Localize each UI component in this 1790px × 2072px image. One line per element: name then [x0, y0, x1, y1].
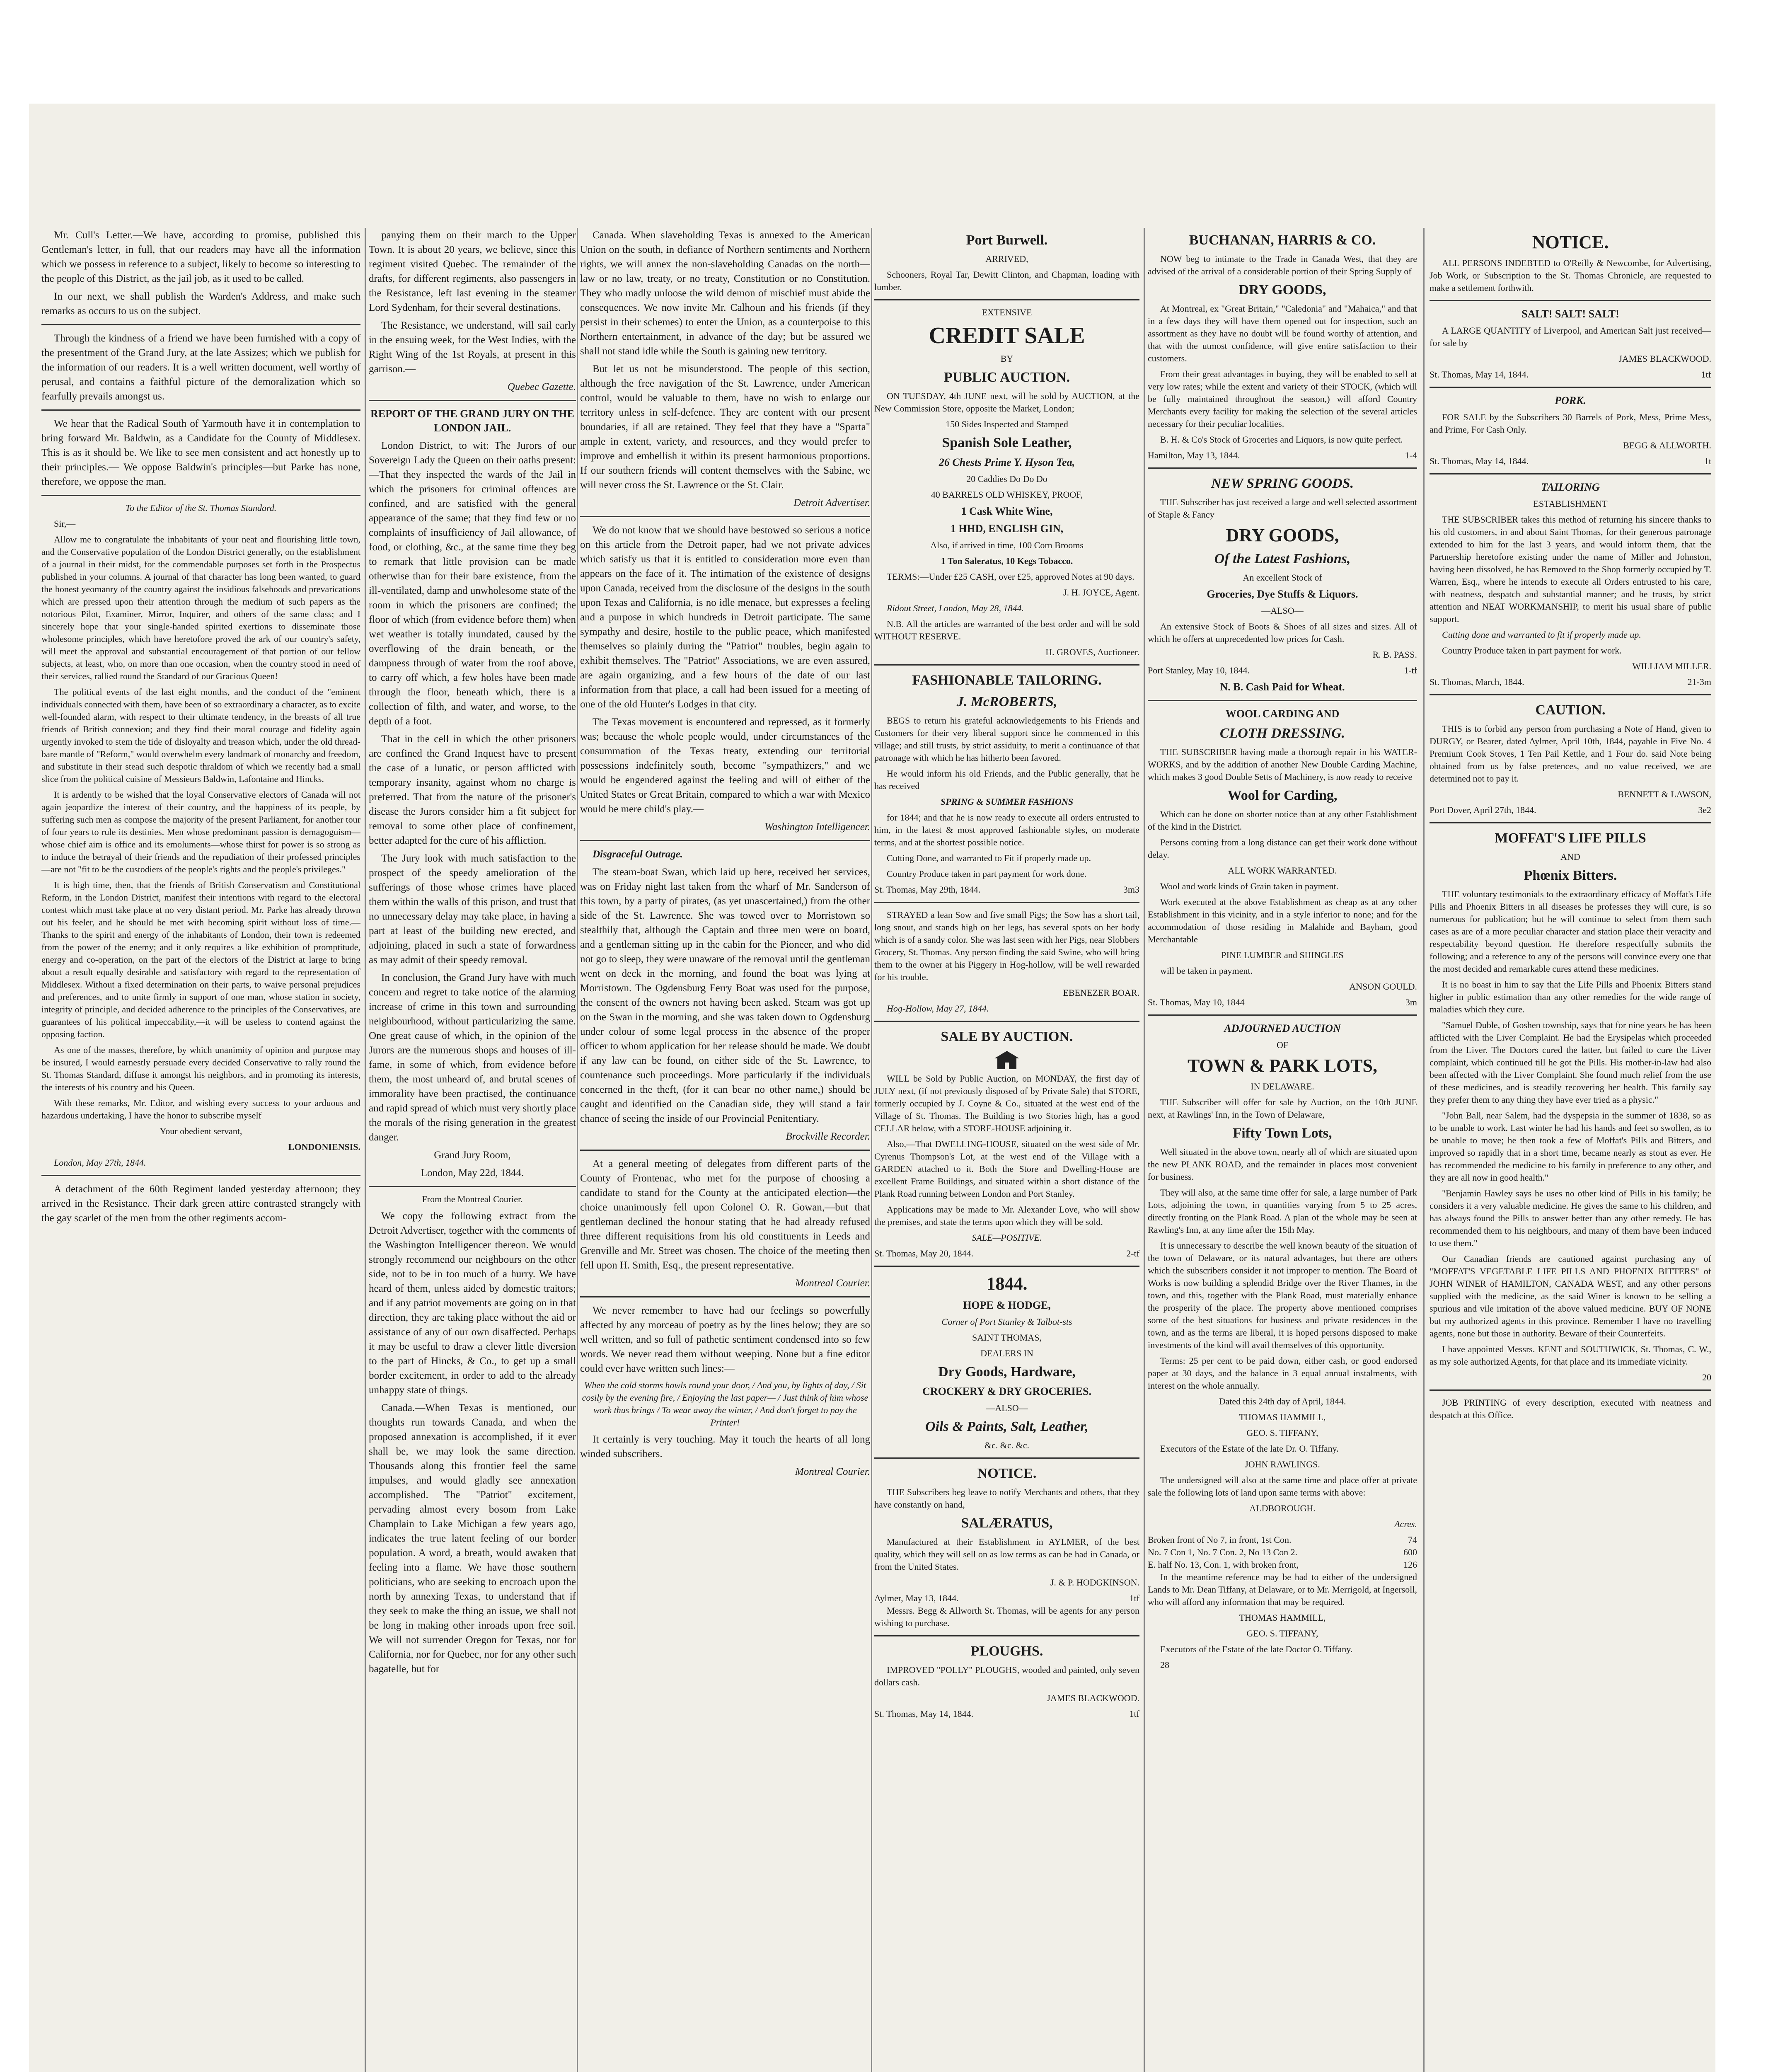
divider: [369, 1186, 576, 1187]
notice-paragraph: THE Subscribers beg leave to notify Merchants and others, that they have constantly on hand,: [874, 1487, 1139, 1510]
ad-code: 20: [1702, 1372, 1711, 1382]
sale-heading: SALE BY AUCTION.: [941, 1029, 1073, 1044]
divider: [1430, 1389, 1711, 1391]
letter-paragraph: It is high time, then, that the friends of British Conservatism and Constitutional Reform, in the London District, manifest their intentions with regard to the electoral contest which must take place at no very distant period. Mr. Parke has already thrown out his feeler, and he should be met with becoming spirit without loss of time.— Thanks to the spirit and energy of the inhabitants of London, their town is redeemed from the power of the enemy; and it only requires a like exhibition of promptitude, energy and co-operation, on the part of the electors of the District at large to bring about a result equally desirable and satisfactory with regard to the representation of Middlesex. Without a fixed determination on their parts, to waive personal prejudices and preferences, and to unite firmly in support of one man, whose station in society, integrity of principle, and decided adherence to the principles of the Conservatives, are guarantees of his political impeccability,—it will be useless to contend against the opposing faction.: [41, 880, 360, 1039]
date-text: St. Thomas, March, 1844.: [1430, 677, 1524, 687]
ploughs-footer: [874, 1708, 1139, 1720]
of-label: OF: [1276, 1040, 1289, 1050]
wool-carding: Wool for Carding,: [1227, 788, 1338, 803]
sale-paragraph: Applications may be made to Mr. Alexander Love, who will show the premises, and state the terms upon which they will be sold.: [874, 1204, 1139, 1227]
divider: [580, 840, 870, 841]
lot-acres: 126: [1403, 1559, 1417, 1570]
column-rule: [577, 228, 578, 2072]
new-spring-heading: NEW SPRING GOODS.: [1211, 476, 1354, 491]
buchanan-heading: BUCHANAN, HARRIS & CO.: [1189, 232, 1376, 248]
divider: [1148, 1014, 1417, 1016]
establishment-label: ESTABLISHMENT: [1533, 499, 1608, 509]
tailoring-paragraph: THE SUBSCRIBER takes this method of returning his sincere thanks to his old customers, in and about Saint Thomas, for their generous patronage extended to him for the last 3 years, and would inform them, that the Partnership heretofore existing under the name of Miller and Johnston, having been dissolved, he has Removed to the Shop formerly occupied by T. Warren, Esq., where he intends to execute all Orders entrusted to his care, with neatness, despatch and substantial manner; and he trusts, by strict attention and NEAT WORKMANSHIP, to merit his usual share of public support.: [1430, 514, 1711, 624]
latest-fashions: Of the Latest Fashions,: [1214, 551, 1351, 566]
divider: [1148, 700, 1417, 701]
rawlings-name: JOHN RAWLINGS.: [1245, 1459, 1320, 1469]
wool-signature: ANSON GOULD.: [1349, 981, 1417, 992]
auctioneer: H. GROVES, Auctioneer.: [1045, 647, 1139, 657]
notice-paragraph: Messrs. Begg & Allworth St. Thomas, will be agents for any person wishing to purchase.: [874, 1605, 1139, 1628]
auction-paragraph: ON TUESDAY, 4th JUNE next, will be sold by AUCTION, at the New Commission Store, opposite the Market, London;: [874, 391, 1139, 414]
column-ads-3: [1430, 228, 1711, 1425]
credit-sale-heading: CREDIT SALE: [929, 323, 1085, 349]
divider: [580, 1296, 870, 1297]
sale-paragraph: WILL be Sold by Public Auction, on MONDAY, the first day of JULY next, (if not previously disposed of by Private Sale) that STORE, formerly occupied by J. Coyne & Co., situated at the west end of the Village of St. Thomas. The Building is two Stories high, has a good CELLAR below, with a STORE-HOUSE adjoining it.: [874, 1073, 1139, 1133]
divider: [874, 1457, 1139, 1459]
tailor-name: J. McROBERTS,: [956, 694, 1057, 709]
hope-dry-goods: Dry Goods, Hardware,: [938, 1364, 1076, 1380]
divider: [874, 1266, 1139, 1267]
lots-paragraph: Well situated in the above town, nearly all of which are situated upon the new PLANK ROAD, and the remainder in places most convenient for business.: [1148, 1147, 1417, 1182]
delaware-label: IN DELAWARE.: [1251, 1081, 1314, 1092]
tailoring-paragraph: Country Produce taken in part payment for work done.: [887, 869, 1087, 879]
news-paragraph: But let us not be misunderstood. The people of this section, although the free navigation of the St. Lawrence, under American control, would be valuable to them, have no wish to enlarge our territory unless in self-defence. They are content with our present boundaries, if all are retained. They feel that they have a "Sparta" ample in extent, variety, and resources, and they would prefer to improve and embellish it within its present harmonious proportions. If our southern friends will content themselves with the Sabine, we will never cross the St. Lawrence or the St. Clair.: [580, 363, 870, 491]
sale-footer: [874, 1247, 1139, 1260]
auction-item: Spanish Sole Leather,: [942, 435, 1072, 450]
letter-paragraph: The political events of the last eight months, and the conduct of the "eminent individuals connected with them, have been of so extraordinary a character, as to excite well-founded alarm, with respect to their ultimate tendency, in the breasts of all true friends of British connexion; and they find their moral courage and fidelity again urgently invoked to stem the tide of disloyalty and treason which, under the old thread-bare mantle of "Reform," would overwhelm every landmark of monarchy and freedom, and substitute in their stead such despotic thraldom of which we recently had a small slice from the political cuisine of Messieurs Baldwin, Lafontaine and Hincks.: [41, 687, 360, 784]
moffat-paragraph: THE voluntary testimonials to the extraordinary efficacy of Moffat's Life Pills and Phoenix Bitters in all diseases he professes they will cure, is so numerous for publication; but he will continue to select from them such cases as are of a more peculiar character and station place their veracity and respectability beyond question. He therefore respectfully submits the following; and a reference to any of the persons will convince every one that the most decided and remarkable cures attend these medicines.: [1430, 889, 1711, 974]
sale-paragraph: Also,—That DWELLING-HOUSE, situated on the west side of Mr. Cyrenus Thompson's Lot, at the west end of the Village with a GARDEN attached to it. Both the Store and Dwelling-House are excellent Frame Buildings, and situated within a short distance of the Plank Road running between London and Port Stanley.: [874, 1139, 1139, 1199]
letter-paragraph: It is ardently to be wished that the loyal Conservative electors of Canada will not again jeopardize the interest of their country, and the happiness of its people, by suffering such men as compose the majority of the present Parliament, for another tour of four years to rule its destinies. Men whose predominant passion is demagoguism—whose chief aim is office and its emoluments—whose thirst for power is so strong as to induce the betrayal of their friends and the repudiation of their professed principles—are not "fit to be the custodiers of the people's rights and the people's privileges.": [41, 789, 360, 874]
column-news-2: [580, 228, 870, 1482]
notice-heading: NOTICE.: [1532, 232, 1609, 252]
editorial-paragraph: In our next, we shall publish the Warden's Address, and make such remarks as occurs to us on the subject.: [41, 291, 360, 317]
report-paragraph: That in the cell in which the other prisoners are confined the Grand Inquest have to present the case of a lunatic, or person afflicted with temporary insanity, against whom no charge is preferred. That from the nature of the prisoner's disease the Jurors consider him a fit subject for removal to some other place of confinement, better adapted for the cure of his affliction.: [369, 733, 576, 846]
news-paragraph: We never remember to have had our feelings so powerfully affected by any morceau of poetry as by the lines below; they are so well written, and so full of pathetic sentiment condensed into so few words. We never read them without weeping. None but a fine editor could ever have written such lines:—: [580, 1305, 870, 1374]
arrivals-text: Schooners, Royal Tar, Dewitt Clinton, and Chapman, loading with lumber.: [874, 269, 1139, 292]
auction-agent: J. H. JOYCE, Agent.: [1063, 587, 1139, 598]
lots-date: Dated this 24th day of April, 1844.: [1219, 1396, 1346, 1406]
divider: [1430, 473, 1711, 474]
date-text: St. Thomas, May 14, 1844.: [874, 1709, 974, 1719]
hope-etc: &c. &c. &c.: [984, 1440, 1030, 1450]
strayed-paragraph: STRAYED a lean Sow and five small Pigs; the Sow has a short tail, long snout, and stands high on her legs, has several spots on her body which is of a sandy color. She was last seen with her Pigs, near Slobbers Grocery, St. Thomas. Any person finding the said Swine, who will bring them to the owner at his Piggery in Hog-hollow, will be well rewarded for his trouble.: [874, 910, 1139, 982]
caution-heading: CAUTION.: [1535, 702, 1606, 718]
auction-item: Also, if arrived in time, 100 Corn Brooms: [930, 540, 1084, 550]
date-text: St. Thomas, May 10, 1844: [1148, 997, 1245, 1007]
date-text: Port Stanley, May 10, 1844.: [1148, 665, 1250, 675]
lot-row: [1148, 1546, 1417, 1559]
date-text: St. Thomas, May 20, 1844.: [874, 1248, 974, 1259]
lot-acres: 600: [1403, 1547, 1417, 1557]
acres-label: Acres.: [1394, 1519, 1417, 1529]
auction-item: 1 Ton Saleratus, 10 Kegs Tobacco.: [941, 556, 1073, 566]
divider: [874, 1021, 1139, 1022]
buchanan-footer: [1148, 449, 1417, 462]
ad-code: 1-tf: [1404, 665, 1417, 675]
hope-oils: Oils & Paints, Salt, Leather,: [925, 1419, 1089, 1434]
buchanan-paragraph: At Montreal, ex "Great Britain," "Caledonia" and "Mahaica," and that in a few days they will have them opened out for inspection, such an assortment as they have no doubt will be found worthy of attention, and that with the utmost confidence, will give entire satisfaction to their customers.: [1148, 303, 1417, 363]
divider: [1430, 387, 1711, 388]
letter-paragraph: With these remarks, Mr. Editor, and wishing every success to your arduous and hazardous undertaking, I have the honor to subscribe myself: [41, 1098, 360, 1121]
lot-row: [1148, 1559, 1417, 1571]
spring-fashions: SPRING & SUMMER FASHIONS: [940, 796, 1074, 807]
editorial-paragraph: Through the kindness of a friend we have been furnished with a copy of the presentment of the Grand Jury, at the late Assizes; which we publish for the information of our readers. It is a well written document, well worthy of perusal, and contains a faithful picture of the demoralization which so fearfully prevails amongst us.: [41, 333, 360, 402]
lots-paragraph: Terms: 25 per cent to be paid down, either cash, or good endorsed paper at 30 days, and the balance in 3 equal annual instalments, with interest on the whole annually.: [1148, 1356, 1417, 1391]
notice-footer: [874, 1592, 1139, 1605]
ad-code: 21-3m: [1687, 677, 1711, 687]
date-text: Hamilton, May 13, 1844.: [1148, 450, 1240, 460]
divider: [41, 324, 360, 325]
by-label: BY: [1000, 353, 1014, 364]
auction-item: 1 Cask White Wine,: [961, 505, 1053, 517]
divider: [1430, 822, 1711, 823]
wool-paragraph: Work executed at the above Establishment as cheap as at any other Establishment in this vicinity, and in a style inferior to none; and for the accommodation of those residing in Malahide and Bayham, good Merchantable: [1148, 897, 1417, 944]
news-paragraph: The Texas movement is encountered and repressed, as it formerly was; because the whole people would, under circumstances of the consummation of the Texas treaty, extending our territorial possessions indefinitely south, become "sympathizers," and we would be engendered against the feeling and will of either of the United States or Great Britain, compared to which a war with Mexico would be mere child's play.—: [580, 716, 870, 815]
report-paragraph: In conclusion, the Grand Jury have with much concern and regret to take notice of the alarming increase of crime in this town and surrounding neighbourhood, without particularizing the same. One great cause of which, in the opinion of the Jurors are the numerous shops and houses of ill-fame, in some of which, from evidence before them, the most unheard of, and brutal scenes of immorality have been practised, the continuance and rapid spread of which must very shortly place the morals of the rising generation in the greatest danger.: [369, 972, 576, 1143]
town-park-heading: TOWN & PARK LOTS,: [1188, 1055, 1377, 1076]
and-label: AND: [1560, 852, 1580, 862]
date-text: Aylmer, May 13, 1844.: [874, 1593, 959, 1603]
notice-paragraph: ALL PERSONS INDEBTED to O'Reilly & Newcombe, for Advertising, Job Work, or Subscription to the St. Thomas Chronicle, are requested to make a settlement forthwith.: [1430, 258, 1711, 293]
pork-footer: [1430, 455, 1711, 467]
letter-closing: Your obedient servant,: [160, 1126, 242, 1136]
lot-description: No. 7 Con 1, No. 7 Con. 2, No 13 Con 2.: [1148, 1547, 1298, 1557]
buchanan-paragraph: NOW beg to intimate to the Trade in Canada West, that they are advised of the arrival of a considerable portion of their Spring Supply of: [1148, 254, 1417, 276]
pork-heading: PORK.: [1555, 395, 1586, 407]
tailoring-paragraph: He would inform his old Friends, and the Public generally, that he has received: [874, 768, 1139, 791]
lot-row: [1148, 1534, 1417, 1546]
outrage-heading: Disgraceful Outrage.: [593, 849, 683, 860]
ad-code: 3e2: [1698, 805, 1711, 815]
fifty-lots: Fifty Town Lots,: [1233, 1126, 1332, 1141]
divider: [1430, 694, 1711, 695]
date-text: St. Thomas, May 14, 1844.: [1430, 369, 1529, 380]
tailoring-paragraph: BEGS to return his grateful acknowledgements to his Friends and Customers for their very liberal support since he commenced in this village; and still trusts, by strict assiduity, to merit a continuance of that patronage with which he has hitherto been favored.: [874, 715, 1139, 763]
divider: [580, 1150, 870, 1151]
ad-code: 28: [1160, 1660, 1169, 1670]
adjourned-heading: ADJOURNED AUCTION: [1224, 1022, 1341, 1034]
editorial-paragraph: We hear that the Radical South of Yarmouth have it in contemplation to bring forward Mr. Baldwin, as a Candidate for the County of Middlesex. This is as it should be. We like to see men consistent and act honestly up to their principles.— We oppose Baldwin's principles—but Parke has none, therefore, we oppose the man.: [41, 418, 360, 487]
auction-note: N.B. All the articles are warranted of the best order and will be sold WITHOUT RESERVE.: [874, 619, 1139, 641]
lot-acres: 74: [1408, 1535, 1417, 1545]
divider: [41, 495, 360, 496]
tailoring-footer: [874, 884, 1139, 896]
aldborough-heading: ALDBOROUGH.: [1249, 1503, 1316, 1513]
tailoring-signature: WILLIAM MILLER.: [1632, 661, 1711, 671]
lots-paragraph: They will also, at the same time offer for sale, a large number of Park Lots, adjoining the town, in quantities varying from 5 to 25 acres, directly fronting on the Plank Road. A plan of the whole may be seen at Rawling's Inn, at any time after the 15th May.: [1148, 1187, 1417, 1235]
wool-footer: [1148, 996, 1417, 1009]
divider: [874, 664, 1139, 666]
auction-terms: TERMS:—Under £25 CASH, over £25, approved Notes at 90 days.: [887, 571, 1134, 582]
salt-heading: SALT! SALT! SALT!: [1522, 308, 1619, 320]
spring-footer: [1148, 664, 1417, 677]
letter-salutation: Sir,—: [54, 518, 76, 529]
ad-code: 1tf: [1701, 369, 1711, 380]
executor-name: GEO. S. TIFFANY,: [1246, 1628, 1318, 1639]
hope-town: SAINT THOMAS,: [972, 1332, 1042, 1343]
moffat-paragraph: Our Canadian friends are cautioned against purchasing any of "MOFFAT'S VEGETABLE LIFE PILLS AND PHOENIX BITTERS" of JOHN WINER of HAMILTON, CANADA WEST, and any other persons supplied with the medicine, as the said Winer is known to be selling a spurious and vile imitation of the above valued medicine. BUY OF NONE but my authorized agents in this province. Remember I have no travelling agents, none but those in authority. Beware of their Counterfeits.: [1430, 1254, 1711, 1339]
executors-note: Executors of the Estate of the late Doctor O. Tiffany.: [1160, 1644, 1353, 1654]
letter-paragraph: As one of the masses, therefore, by which unanimity of opinion and purpose may be insured, I would earnestly persuade every decided Conservative to rally round the St. Thomas Standard, diffuse it amongst his neighbors, and in promoting its interests, the interests of his country and his Queen.: [41, 1045, 360, 1092]
lot-description: E. half No. 13, Con. 1, with broken front,: [1148, 1559, 1299, 1570]
salt-paragraph: A LARGE QUANTITY of Liverpool, and American Salt just received—for sale by: [1430, 325, 1711, 348]
date-text: St. Thomas, May 14, 1844.: [1430, 456, 1529, 466]
spring-paragraph: THE Subscriber has just received a large and well selected assortment of Staple & Fancy: [1148, 497, 1417, 520]
strayed-owner: EBENEZER BOAR.: [1063, 988, 1139, 998]
lots-paragraph: It is unnecessary to describe the well known beauty of the situation of the town of Delaware, or its natural advantages, but there are others which the subscribers consider it not improper to mention. The Board of Works is now building a splendid Bridge over the River Thames, in the town, and this, together with the Plank Road, must materially enhance the prosperity of the place. The property above mentioned comprises some of the best situations for business and private residences in the town, and as the terms are liberal, it is hoped persons disposed to make investments of the kind will avail themselves of this opportunity.: [1148, 1240, 1417, 1350]
lots-paragraph: The undersigned will also at the same time and place offer at private sale the following lots of land upon same terms with above:: [1148, 1475, 1417, 1498]
wool-pine: PINE LUMBER and SHINGLES: [1221, 950, 1344, 960]
date-text: Port Dover, April 27th, 1844.: [1430, 805, 1536, 815]
news-paragraph: Canada.—When Texas is mentioned, our thoughts run towards Canada, and when the proposed annexation is accomplished, if it ever shall be, we may look the same direction. Thousands along this frontier feel the same impulses, and would gladly see annexation accomplished. The "Patriot" excitement, pervading almost every bosom from Lake Champlain to Lake Michigan a few years ago, indicates the true latent feeling of our border population. A word, a breath, would awaken that feeling into a flame. We have those southern politicians, who are seeking to encroach upon the north by annexing Texas, to understand that if they seek to make the thing an issue, we shall not be long in making other inroads upon free soil. We will not surrender Oregon for Texas, nor for California, nor for Quebec, nor for any other such bagatelle, but for: [369, 1402, 576, 1675]
caution-footer: [1430, 804, 1711, 816]
caution-paragraph: THIS is to forbid any person from purchasing a Note of Hand, given to DURGY, or Bearer, dated Aylmer, April 10th, 1844, payable in Five No. 4 Premium Cook Stoves, 1 Ten Pail Kettle, and 1 Four do. said Note being obtained from us by false pretences, and no value received, we are determined not to pay it.: [1430, 724, 1711, 784]
divider: [1430, 300, 1711, 301]
buchanan-paragraph: From their great advantages in buying, they will be enabled to sell at very low rates; while the extent and variety of their STOCK, (which will be fully maintained throughout the season,) will afford Country Merchants every facility for making the selection of the several articles necessary for their peculiar localities.: [1148, 369, 1417, 429]
column-rule: [1144, 228, 1145, 2072]
moffat-paragraph: I have appointed Messrs. KENT and SOUTHWICK, St. Thomas, C. W., as my sole authorized Agents, for that place and its immediate vicinity.: [1430, 1344, 1711, 1367]
editorial-paragraph: Mr. Cull's Letter.—We have, according to promise, published this Gentleman's letter, in full, that our readers may have all the information which we possess in reference to a subject, likely to become so interesting to the people of this District, as the jail job, as it used to be called.: [41, 230, 360, 284]
moffat-paragraph: "John Ball, near Salem, had the dyspepsia in the summer of 1838, so as to be unable to work. Last winter he had his hands and feet so swollen, as to be unable to move; he then took a few of Moffat's Pills and Bitters, and improved so rapidly that in a short time, became nearly as stout as ever. He has recommended the medicine to his family in preference to any other, and they are all now in good health.": [1430, 1110, 1711, 1183]
executor-name: THOMAS HAMMILL,: [1239, 1612, 1326, 1623]
extensive-label: EXTENSIVE: [982, 307, 1032, 317]
house-icon: [992, 1049, 1021, 1070]
buchanan-paragraph: B. H. & Co's Stock of Groceries and Liquors, is now quite perfect.: [1160, 434, 1403, 445]
pork-signature: BEGG & ALLWORTH.: [1623, 440, 1711, 450]
port-heading: Port Burwell.: [966, 232, 1048, 248]
notice-heading: NOTICE.: [977, 1466, 1037, 1481]
tailoring-paragraph: Country Produce taken in part payment for work.: [1442, 645, 1622, 656]
caution-signature: BENNETT & LAWSON,: [1618, 789, 1711, 799]
wool-paragraph: will be taken in payment.: [1160, 966, 1253, 976]
ad-code: 1t: [1704, 456, 1711, 466]
news-source: Washington Intelligencer.: [764, 821, 870, 833]
divider: [874, 299, 1139, 300]
spring-signature: R. B. PASS.: [1372, 649, 1417, 660]
news-source: Montreal Courier.: [795, 1278, 870, 1289]
dry-goods-heading: DRY GOODS,: [1226, 525, 1339, 545]
ad-code: 1-4: [1405, 450, 1417, 460]
lots-paragraph: THE Subscriber will offer for sale by Auction, on the 10th JUNE next, at Rawlings' Inn, in the Town of Delaware,: [1148, 1097, 1417, 1120]
divider: [369, 400, 576, 401]
auction-item: 40 BARRELS OLD WHISKEY, PROOF,: [931, 489, 1083, 500]
tailoring-footer: [1430, 676, 1711, 688]
tailoring-heading: FASHIONABLE TAILORING.: [912, 673, 1102, 688]
job-printing: JOB PRINTING of every description, executed with neatness and despatch at this Office.: [1430, 1397, 1711, 1420]
lots-paragraph: In the meantime reference may be had to either of the undersigned Lands to Mr. Dean Tiffany, at Delaware, or to Mr. Merrigold, at Ingersoll, who will afford any information that may be required.: [1148, 1572, 1417, 1607]
wool-paragraph: Which can be done on shorter notice than at any other Establishment of the kind in the District.: [1148, 809, 1417, 832]
tailoring-paragraph: Cutting Done, and warranted to Fit if properly made up.: [887, 853, 1091, 863]
ploughs-paragraph: IMPROVED "POLLY" PLOUGHS, wooded and painted, only seven dollars cash.: [874, 1665, 1139, 1687]
hope-dealers: DEALERS IN: [980, 1348, 1033, 1358]
news-paragraph: The steam-boat Swan, which laid up here, received her services, was on Friday night last taken from the wharf of Mr. Sanderson of this town, by a party of pirates, (as yet unascertained,) from the other side of the St. Lawrence. She was towed over to Morristown so stealthily that, although the Captain and three men were on board, and a gentleman sitting up in the cabin for the Pioneer, and who did not go to sleep, they were unaware of the removal until the gentleman went on deck in the morning, and found the boat was lying at Morristown. The Ogdensburg Ferry Boat was used for the purpose, the consent of the owners not having been asked. Steam was got up on the Swan in the morning, and she was taken down to Ogdensburg under colour of some legal process in the absence of the proper officer to whom application for her release should be made. We doubt if any law can be found, on either side of the St. Lawrence, to countenance such proceedings. More particularly if the individuals concerned in the theft, (for it can bear no other name,) should be caught and identified on the Canadian side, they will stand a fair chance of seeing the inside of our Provincial Penitentiary.: [580, 867, 870, 1124]
column-ads-1: [874, 228, 1139, 1720]
ad-code: 1tf: [1129, 1593, 1139, 1603]
auction-item: 150 Sides Inspected and Stamped: [946, 419, 1068, 429]
wool-paragraph: Persons coming from a long distance can get their work done without delay.: [1148, 837, 1417, 860]
wool-paragraph: Wool and work kinds of Grain taken in payment.: [1160, 881, 1339, 891]
dry-goods-heading: DRY GOODS,: [1238, 282, 1326, 298]
divider: [580, 516, 870, 517]
moffat-heading: MOFFAT'S LIFE PILLS: [1495, 830, 1646, 846]
divider: [41, 409, 360, 411]
executor-name: THOMAS HAMMILL,: [1239, 1412, 1326, 1422]
cash-for-wheat: N. B. Cash Paid for Wheat.: [1220, 681, 1345, 693]
divider: [1148, 467, 1417, 469]
divider: [874, 902, 1139, 903]
ad-code: 2-tf: [1126, 1248, 1139, 1259]
report-paragraph: The Jury look with much satisfaction to the prospect of the speedy amelioration of the sufferings of those whose crimes have placed them within the walls of this prison, and trust that no unnecessary delay may take place, in having a part at least of the building new erected, and adjoining, placed in such a state of forwardness as may admit of their speedy removal.: [369, 853, 576, 966]
hope-hodge: HOPE & HODGE,: [963, 1299, 1051, 1311]
auction-item: 26 Chests Prime Y. Hyson Tea,: [939, 456, 1075, 468]
news-source: Quebec Gazette.: [507, 381, 576, 392]
arrived-label: ARRIVED,: [985, 254, 1028, 264]
executor-name: GEO. S. TIFFANY,: [1246, 1428, 1318, 1438]
news-paragraph: It certainly is very touching. May it touch the hearts of all long winded subscribers.: [580, 1434, 870, 1460]
letter-signature: LONDONIENSIS.: [288, 1142, 360, 1152]
poem: When the cold storms howls round your door, / And you, by lights of day, / Sit cosily by the evening fire, / Enjoying the last paper— / Just think of him whose work thus brings / To wear away the winter, / And don't forget to pay the Printer!: [582, 1380, 868, 1428]
column-rule: [1423, 228, 1425, 2072]
hope-corner: Corner of Port Stanley & Talbot-sts: [941, 1317, 1072, 1327]
pork-paragraph: FOR SALE by the Subscribers 30 Barrels of Pork, Mess, Prime Mess, and Prime, For Cash Only.: [1430, 412, 1711, 435]
moffat-paragraph: "Benjamin Hawley says he uses no other kind of Pills in his family; he considers it a very valuable medicine. He gives the same to his children, and has always found the Pills to answer better than any other remedy. He has recommended them to his neighbours, and many of them have been induced to use them.": [1430, 1188, 1711, 1248]
executors-note: Executors of the Estate of the late Dr. O. Tiffany.: [1160, 1443, 1339, 1454]
news-paragraph: We copy the following extract from the Detroit Advertiser, together with the comments of the Washington Intelligencer thereon. We would strongly recommend our neighbours on the other side, not to be in too much of a hurry. We have heard of them, unless aided by domestic traitors; and if any patriot movements are going on in that direction, they are taking place without the aid or assistance of any of our own disaffected. Perhaps it may be useful to draw a clever little diversion to the part of Hincks, & Co., to get up a small border excitement, in order to add to the already unhappy state of things.: [369, 1210, 576, 1396]
hope-also: —ALSO—: [986, 1403, 1028, 1413]
date-text: St. Thomas, May 29th, 1844.: [874, 884, 981, 895]
report-date: London, May 22d, 1844.: [421, 1167, 524, 1179]
wool-heading: WOOL CARDING AND: [1225, 708, 1340, 720]
news-source: Montreal Courier.: [795, 1466, 870, 1477]
cloth-heading: CLOTH DRESSING.: [1219, 726, 1345, 741]
public-auction-heading: PUBLIC AUCTION.: [943, 370, 1070, 385]
lot-description: Broken front of No 7, in front, 1st Con.: [1148, 1535, 1292, 1545]
auction-item: 1 HHD, ENGLISH GIN,: [950, 523, 1064, 535]
report-heading: REPORT OF THE GRAND JURY ON THE LONDON JAIL.: [370, 408, 574, 434]
tailoring-paragraph: for 1844; and that he is now ready to execute all orders entrusted to him, in the latest & most approved fashionable styles, on moderate terms, and at the shortest possible notice.: [874, 812, 1139, 847]
year-heading: 1844.: [986, 1273, 1028, 1294]
auction-place: Ridout Street, London, May 28, 1844.: [887, 603, 1024, 613]
saleratus-heading: SALÆRATUS,: [961, 1515, 1053, 1531]
wool-paragraph: THE SUBSCRIBER having made a thorough repair in his WATER-WORKS, and by the addition of another New Double Carding Machine, which makes 3 good Double Setts of Machinery, is now ready to receive: [1148, 747, 1417, 782]
auction-item: 20 Caddies Do Do Do: [966, 474, 1047, 484]
salt-footer: [1430, 368, 1711, 381]
news-source: Detroit Advertiser.: [793, 497, 870, 508]
moffat-paragraph: It is no boast in him to say that the Life Pills and Phoenix Bitters stand higher in public estimation than any other remedies for the wide range of maladies which they cure.: [1430, 979, 1711, 1014]
news-paragraph: At a general meeting of delegates from different parts of the County of Frontenac, who met for the purpose of choosing a candidate to stand for the County at the anticipated election—the choice unanimously fell upon Colonel O. R. Gowan,—but that gentleman declined the honour stating that he had already refused three different requisitions from his old constituents in Leeds and Grenville and Mr. Street was chosen. The choice of the meeting then fell upon H. Smith, Esq., the present representative.: [580, 1158, 870, 1271]
wool-warranted: ALL WORK WARRANTED.: [1228, 865, 1337, 876]
column-news: [369, 228, 576, 1680]
news-paragraph: A detachment of the 60th Regiment landed yesterday afternoon; they arrived in the Resistance. Their dark green attire contrasted strangely with the gay scarlet of the men from the other regiments accom-: [41, 1184, 360, 1224]
letter-dateline: London, May 27th, 1844.: [54, 1157, 146, 1168]
phoenix-heading: Phœnix Bitters.: [1524, 868, 1617, 883]
sale-positive: SALE—POSITIVE.: [972, 1232, 1042, 1243]
letter-paragraph: Allow me to congratulate the inhabitants of your neat and flourishing little town, and the Conservative population of the London District generally, on the establishment of a journal in their midst, for the commendable purposes set forth in the Prospectus published in your columns. A journal of that character has long been wanted, to guard the honest yeomanry of the country against the insidious falsehoods and prevarications which are pressed upon their attention through the medium of such papers as the notorious Pilot, Examiner, Mirror, Inquirer, and others of the same class; and I sincerely hope that your single-handed spirited exertions to disseminate those wholesome principles, which have heretofore proved the ark of our country's safety, will meet the approval and substantial encouragement of that portion of our fellow subjects, at least, who, on more than one occasion, when the country stood in need of their services, rallied round the Standard of our Gracious Queen!: [41, 534, 360, 681]
salt-signature: JAMES BLACKWOOD.: [1618, 353, 1711, 364]
moffat-paragraph: "Samuel Duble, of Goshen township, says that for nine years he has been afflicted with the Liver Complaint. He had the Erysipelas which proceeded from the Liver. The Doctors cured the latter, but failed to cure the Liver complaint, which continued till he got the Pills. His mother-in-law had also been affected with the Liver Complaint. She found much relief from the use of these medicines, and is steadily recovering her health. This family say they prefer them to any thing they have ever tried as a physic.": [1430, 1020, 1711, 1105]
ad-code: 1tf: [1129, 1709, 1139, 1719]
spring-also: —ALSO—: [1261, 605, 1304, 616]
groceries-heading: Groceries, Dye Stuffs & Liquors.: [1207, 588, 1358, 600]
column-rule: [871, 228, 872, 2072]
ploughs-heading: PLOUGHS.: [970, 1644, 1043, 1659]
divider: [41, 1175, 360, 1176]
divider: [874, 1635, 1139, 1636]
column-ads-2: [1148, 228, 1417, 1675]
spring-paragraph: An extensive Stock of Boots & Shoes of all sizes and sizes. All of which he offers at unprecedented low prices for Cash.: [1148, 621, 1417, 644]
ploughs-signature: JAMES BLACKWOOD.: [1047, 1693, 1139, 1703]
lots-table: [1148, 1534, 1417, 1571]
column-editorial: [41, 228, 360, 1229]
news-paragraph: Canada. When slaveholding Texas is annexed to the American Union on the south, in defiance of Northern sentiments and Northern rights, we will annex the non-slaveholding Canadas on the north—law or no law, treaty, or no treaty, Constitution or no Constitution. They who madly unloose the wild demon of mischief must abide the consequences. We now invite Mr. Calhoun and his friends (if they persist in their schemes) to enter the Union, as a counterpoise to this Northern entertainment, in advance of the day; but be assured we shall not stand idle while the South is gaining new territory.: [580, 230, 870, 357]
news-paragraph: The Resistance, we understand, will sail early in the ensuing week, for the West Indies, with the Right Wing of the 1st Royals, at present in this garrison.—: [369, 320, 576, 375]
courier-heading: From the Montreal Courier.: [422, 1194, 523, 1204]
news-paragraph: panying them on their march to the Upper Town. It is about 20 years, we believe, since this regiment visited Quebec. The remainder of the drafts, for different regiments, also passengers in the Resistance, left last evening in the steamer Lord Sydenham, for their several destinations.: [369, 230, 576, 313]
news-paragraph: We do not know that we should have bestowed so serious a notice on this article from the Detroit paper, had we not private advices which satisfy us that it is entitled to consideration more even than appears on the face of it. The intimation of the existence of designs upon Canada, received from the disclosure of the designs in the south upon Texas and California, is no idle menace, but expresses a feeling and a purpose in which hundreds in Detroit participate. The same sympathy and desire, hostile to the public peace, which manifested themselves so plainly during the "Patriot" troubles, begin again to exhibit themselves. The "Patriot" Associations, we are even assured, are again organizing, and a few hours of the date of our last information from that place, a call had been issued for a meeting of one of the old Hunter's Lodges in that city.: [580, 525, 870, 710]
strayed-date: Hog-Hollow, May 27, 1844.: [887, 1003, 989, 1014]
newspaper-page: [29, 104, 1715, 2072]
tailoring-paragraph: Cutting done and warranted to fit if properly made up.: [1442, 629, 1641, 640]
letter-heading: To the Editor of the St. Thomas Standard.: [125, 503, 277, 513]
notice-paragraph: Manufactured at their Establishment in AYLMER, of the best quality, which they will sell on as low terms as can be had in Canada, or from the United States.: [874, 1537, 1139, 1572]
column-rule: [365, 228, 366, 2072]
ad-code: 3m3: [1123, 884, 1139, 895]
tailoring-heading: TAILORING: [1541, 481, 1600, 493]
notice-signature: J. & P. HODGKINSON.: [1050, 1577, 1139, 1588]
ad-code: 3m: [1405, 997, 1417, 1007]
spring-paragraph: An excellent Stock of: [1243, 572, 1322, 583]
news-source: Brockville Recorder.: [786, 1131, 870, 1142]
report-place: Grand Jury Room,: [434, 1150, 511, 1161]
hope-crockery: CROCKERY & DRY GROCERIES.: [922, 1385, 1091, 1397]
report-paragraph: London District, to wit: The Jurors of our Sovereign Lady the Queen on their oaths present:—That they inspected the wards of the Jail in which the prisoners for criminal offences are confined, and are satisfied with the general appearance of the same; that they find few or no complaints of insufficiency of Jail allowance, of food, or clothing, &c., at the same time they beg to remark that little provision can be made otherwise than for their bare existence, from the ill-ventilated, damp and unwholesome state of the room in which the prisoners are confined; the floor of which (from evidence before them) when wet weather is totally inundated, caused by the overflowing of the drain beneath, or the dampness through of water from the roof above, to carry off which, a few holes have been made through the floor, beneath which, there is a collection of filth, and water, and worse, to the depth of a foot.: [369, 440, 576, 727]
